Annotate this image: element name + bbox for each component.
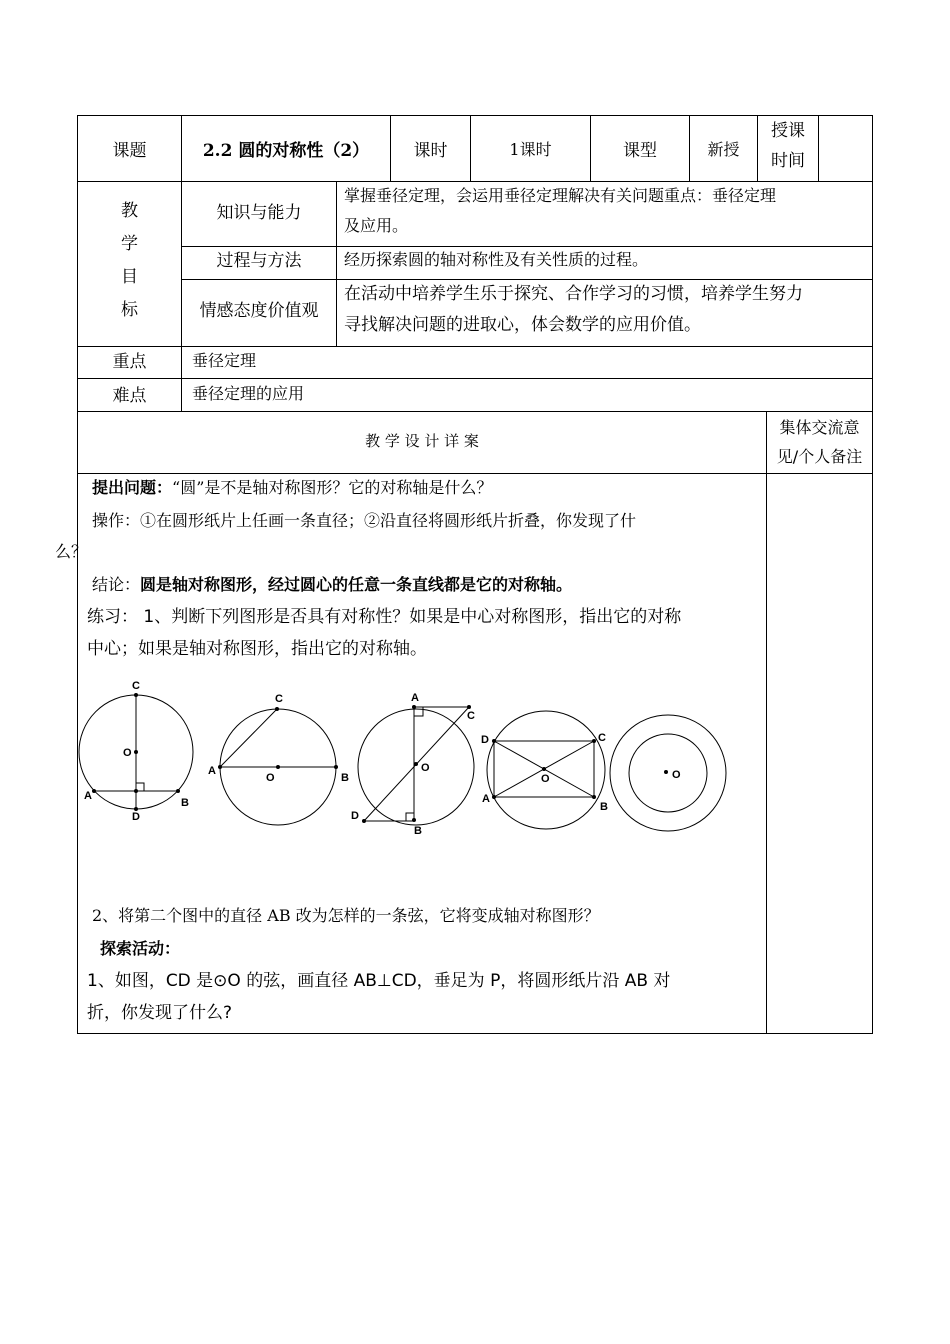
fig2-chord-ac xyxy=(220,709,277,767)
key-point-label: 重点 xyxy=(112,351,147,372)
objective-knowledge-text-1: 掌握垂径定理，会运用垂径定理解决有关问题重点：垂径定理 xyxy=(344,186,777,205)
fig3-label-b: B xyxy=(414,825,422,837)
fig2-label-b: B xyxy=(341,772,349,784)
conclusion-text: 圆是轴对称图形，经过圆心的任意一条直线都是它的对称轴。 xyxy=(140,575,573,594)
fig2-label-c: C xyxy=(275,693,283,705)
difficulty-text: 垂径定理的应用 xyxy=(192,384,305,403)
objective-attitude-text-1: 在活动中培养学生乐于探究、合作学习的习惯，培养学生努力 xyxy=(344,284,803,304)
objectives-label-char: 目 xyxy=(121,267,138,287)
fig1-label-b: B xyxy=(181,797,189,809)
fig2-label-o: O xyxy=(266,772,275,784)
objective-process-text: 经历探索圆的轴对称性及有关性质的过程。 xyxy=(344,250,649,269)
question-text: “圆”是不是轴对称图形？它的对称轴是什么？ xyxy=(172,478,493,497)
operation-line-1: 操作：①在圆形纸片上任画一条直径；②沿直径将圆形纸片折叠，你发现了什 xyxy=(92,511,637,530)
exercise-line-2: 中心；如果是轴对称图形，指出它的对称轴。 xyxy=(87,639,427,659)
key-point-text: 垂径定理 xyxy=(192,351,257,370)
lesson-topic: 2.2 圆的对称性（2） xyxy=(202,141,370,161)
fig3-label-c: C xyxy=(467,710,475,722)
objective-attitude-label: 情感态度价值观 xyxy=(199,300,319,321)
fig1-label-o: O xyxy=(123,747,132,759)
objectives-label-char: 教 xyxy=(121,201,138,221)
fig4-label-o: O xyxy=(541,773,550,785)
objective-process-label: 过程与方法 xyxy=(216,250,302,271)
objective-knowledge-text-2: 及应用。 xyxy=(344,216,409,235)
explore-line-1: 1、如图，CD 是⊙O 的弦，画直径 AB⊥CD，垂足为 P，将圆形纸片沿 AB 对 xyxy=(87,971,671,991)
exercise-line-1: 练习： 1、判断下列图形是否具有对称性？如果是中心对称图形，指出它的对称 xyxy=(87,607,682,627)
explore-label: 探索活动： xyxy=(100,939,181,958)
fig2-label-a: A xyxy=(208,765,216,777)
conclusion-label: 结论： xyxy=(92,575,141,594)
fig4-label-a: A xyxy=(482,793,490,805)
objective-attitude-text-2: 寻找解决问题的进取心，体会数学的应用价值。 xyxy=(344,315,701,335)
objectives-label-char: 标 xyxy=(121,300,138,320)
fig5-inner-circle xyxy=(629,734,707,812)
question-2-line: 2、将第二个图中的直径 AB 改为怎样的一条弦，它将变成轴对称图形？ xyxy=(92,906,600,925)
design-notes-line-2: 见/个人备注 xyxy=(776,447,863,466)
fig3-label-a: A xyxy=(411,692,419,704)
explore-line-2: 折，你发现了什么? xyxy=(87,1003,233,1023)
fig3-label-d: D xyxy=(351,810,359,822)
objective-knowledge-label: 知识与能力 xyxy=(216,202,302,223)
fig1-label-c: C xyxy=(132,680,140,692)
design-notes-line-1: 集体交流意 xyxy=(779,418,860,437)
fig4-label-d: D xyxy=(481,734,489,746)
label-type: 课型 xyxy=(623,141,657,161)
fig4-label-c: C xyxy=(598,732,606,744)
fig5-label-o: O xyxy=(672,769,681,781)
fig1-label-a: A xyxy=(84,790,92,802)
design-title: 教 学 设 计 详 案 xyxy=(365,431,479,450)
lesson-hours: 1课时 xyxy=(509,140,552,159)
operation-line-2: 么？ xyxy=(55,542,88,561)
question-label: 提出问题： xyxy=(92,478,173,497)
label-time-line-1: 授课 xyxy=(771,121,805,141)
figure-4-circle-rectangle xyxy=(487,711,605,829)
label-time-line-2: 时间 xyxy=(771,151,805,171)
objectives-label-char: 学 xyxy=(121,234,138,254)
fig1-label-d: D xyxy=(132,811,140,823)
fig3-label-o: O xyxy=(421,762,430,774)
figure-5-concentric-circles xyxy=(610,715,726,831)
label-hours: 课时 xyxy=(413,141,448,161)
fig4-label-b: B xyxy=(600,801,608,813)
lesson-type: 新授 xyxy=(707,140,740,159)
label-topic: 课题 xyxy=(112,141,147,161)
fig3-circle xyxy=(358,709,474,825)
difficulty-label: 难点 xyxy=(112,386,147,406)
fig5-outer-circle xyxy=(610,715,726,831)
